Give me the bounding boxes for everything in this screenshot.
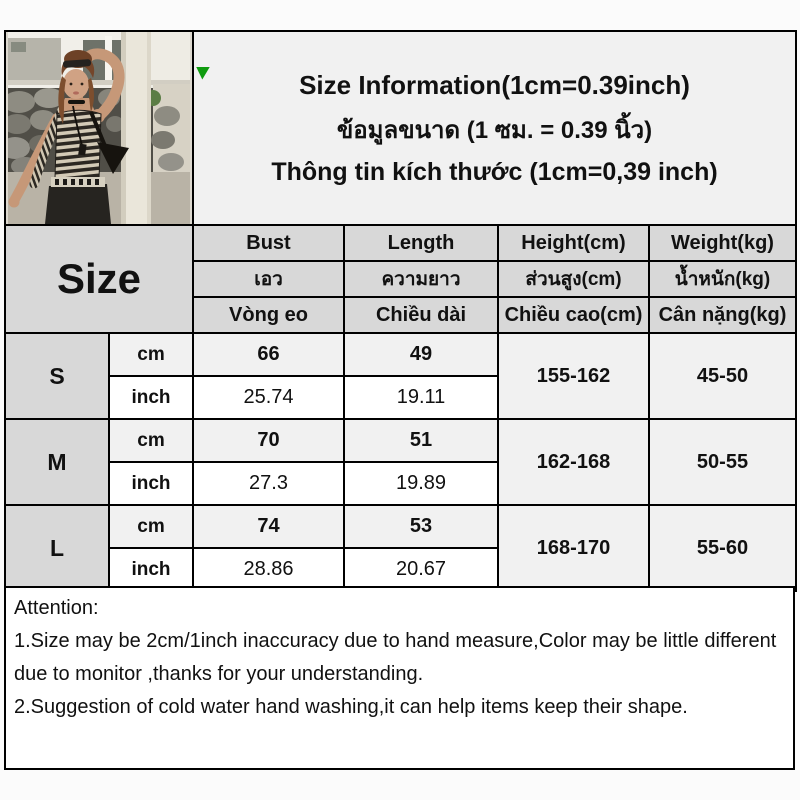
s-weight-range: 45-50 [649,333,796,419]
l-bust-cm: 74 [193,505,344,548]
title-cell [193,31,796,225]
model-photo [5,31,193,225]
col-header-weight-vi: Cân nặng(kg) [649,297,796,333]
attention-box [4,586,795,770]
size-row-s-label: S [5,333,109,419]
l-length-inch: 20.67 [344,548,498,591]
col-header-height-th: ส่วนสูง(cm) [498,261,649,297]
size-corner-label: Size [5,225,193,333]
size-row-l-label: L [5,505,109,591]
col-header-weight-en: Weight(kg) [649,225,796,261]
title-th: ข้อมูลขนาด (1 ซม. = 0.39 นิ้ว) [336,116,653,144]
m-bust-cm: 70 [193,419,344,462]
s-height-range: 155-162 [498,333,649,419]
s-bust-cm: 66 [193,333,344,376]
unit-label-cm: cm [109,333,193,376]
s-length-inch: 19.11 [344,376,498,419]
col-header-length-th: ความยาว [344,261,498,297]
model-photo-illustration [8,32,190,224]
attention-note-1: 1.Size may be 2cm/1inch inaccuracy due to hand measure,Color may be little different due to monitor ,thanks for your understanding. [14,630,777,685]
col-header-bust-en: Bust [193,225,344,261]
col-header-length-en: Length [344,225,498,261]
size-table [4,30,797,592]
title-en: Size Information(1cm=0.39inch) [299,69,690,100]
l-weight-range: 55-60 [649,505,796,591]
col-header-height-vi: Chiều cao(cm) [498,297,649,333]
attention-note-2: 2.Suggestion of cold water hand washing,it can help items keep their shape. [14,696,688,718]
unit-label-inch: inch [109,376,193,419]
col-header-weight-th: น้ำหนัก(kg) [649,261,796,297]
m-bust-inch: 27.3 [193,462,344,505]
l-bust-inch: 28.86 [193,548,344,591]
title-vi: Thông tin kích thước (1cm=0,39 inch) [271,157,718,186]
col-header-bust-th: เอว [193,261,344,297]
attention-heading: Attention: [14,597,99,619]
col-header-bust-vi: Vòng eo [193,297,344,333]
m-length-cm: 51 [344,419,498,462]
unit-label-cm: cm [109,419,193,462]
s-bust-inch: 25.74 [193,376,344,419]
size-row-m-label: M [5,419,109,505]
m-length-inch: 19.89 [344,462,498,505]
unit-label-inch: inch [109,548,193,591]
l-height-range: 168-170 [498,505,649,591]
col-header-length-vi: Chiều dài [344,297,498,333]
unit-label-inch: inch [109,462,193,505]
col-header-height-en: Height(cm) [498,225,649,261]
l-length-cm: 53 [344,505,498,548]
s-length-cm: 49 [344,333,498,376]
unit-label-cm: cm [109,505,193,548]
m-weight-range: 50-55 [649,419,796,505]
m-height-range: 162-168 [498,419,649,505]
